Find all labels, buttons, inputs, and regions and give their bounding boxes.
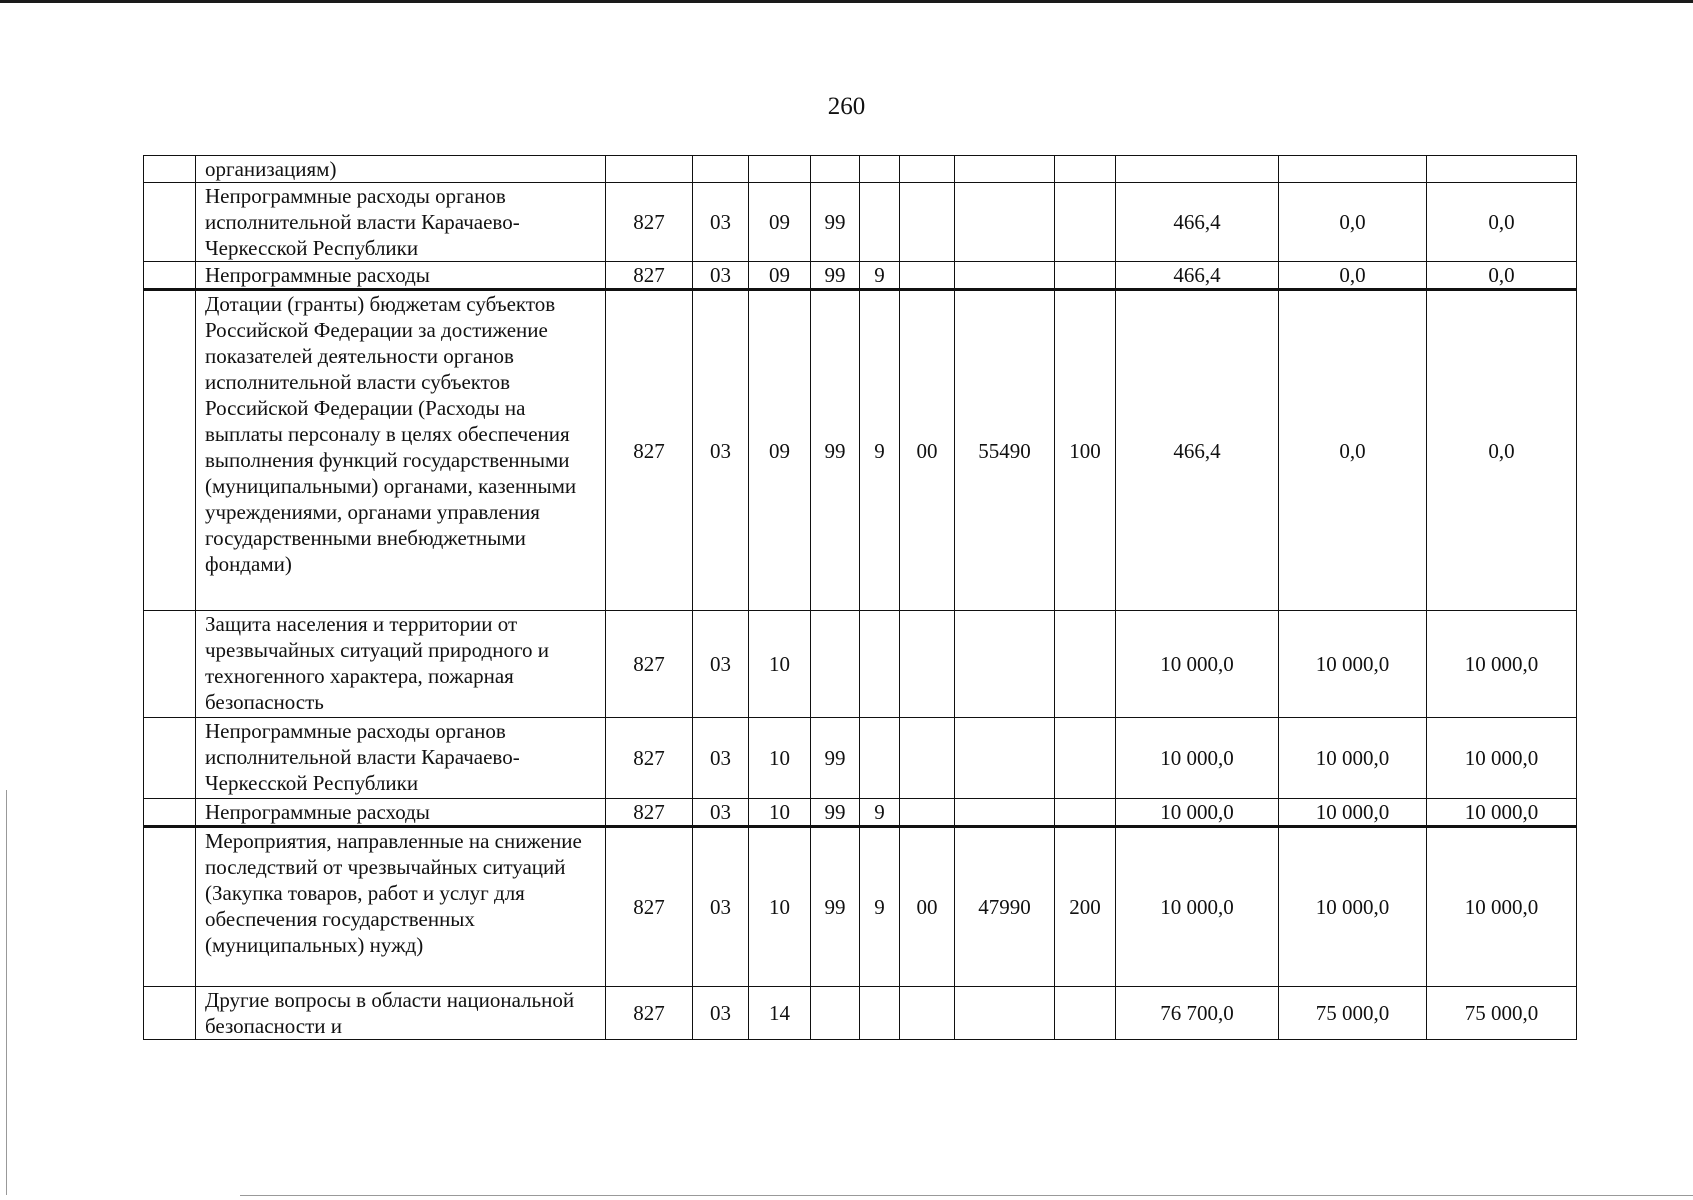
subprogram-code-cell: 9 — [860, 290, 900, 611]
section-code-cell: 03 — [693, 718, 749, 799]
scan-edge-bottom — [240, 1195, 1693, 1196]
subsection-code-cell — [749, 156, 811, 183]
subprogram-code-cell — [860, 987, 900, 1040]
row-name-cell: Непрограммные расходы органов исполнительной власти Карачаево-Черкесской Республики — [196, 183, 606, 262]
direction-code-cell — [900, 156, 955, 183]
subprogram-code-cell — [860, 611, 900, 718]
section-code-cell: 03 — [693, 262, 749, 290]
expense-code-cell — [955, 611, 1055, 718]
amount-year-1-cell: 10 000,0 — [1116, 799, 1279, 827]
section-code-cell — [693, 156, 749, 183]
row-index-cell — [144, 156, 196, 183]
row-index-cell — [144, 827, 196, 987]
expense-type-code-cell: 200 — [1055, 827, 1116, 987]
amount-year-1-cell: 10 000,0 — [1116, 611, 1279, 718]
expense-type-code-cell — [1055, 799, 1116, 827]
subprogram-code-cell — [860, 156, 900, 183]
program-code-cell — [811, 156, 860, 183]
section-code-cell: 03 — [693, 290, 749, 611]
expense-type-code-cell — [1055, 183, 1116, 262]
expense-type-code-cell — [1055, 987, 1116, 1040]
amount-year-3-cell: 10 000,0 — [1427, 718, 1577, 799]
subprogram-code-cell: 9 — [860, 827, 900, 987]
ved-code-cell — [606, 156, 693, 183]
subsection-code-cell: 09 — [749, 183, 811, 262]
amount-year-1-cell: 466,4 — [1116, 183, 1279, 262]
scan-edge-left — [6, 790, 7, 1195]
section-code-cell: 03 — [693, 611, 749, 718]
amount-year-3-cell: 10 000,0 — [1427, 827, 1577, 987]
table-row — [144, 827, 1577, 987]
subsection-code-cell: 14 — [749, 987, 811, 1040]
row-name-cell: Защита населения и территории от чрезвычайных ситуаций природного и техногенного характера, пожарная безопасность — [196, 611, 606, 718]
direction-code-cell — [900, 611, 955, 718]
amount-year-1-cell: 76 700,0 — [1116, 987, 1279, 1040]
amount-year-2-cell: 0,0 — [1279, 290, 1427, 611]
table-row — [144, 262, 1577, 290]
expense-code-cell — [955, 156, 1055, 183]
row-name-cell: организациям) — [196, 156, 606, 183]
amount-year-3-cell: 10 000,0 — [1427, 611, 1577, 718]
expense-code-cell — [955, 183, 1055, 262]
amount-year-3-cell: 75 000,0 — [1427, 987, 1577, 1040]
expense-code-cell — [955, 262, 1055, 290]
ved-code-cell: 827 — [606, 290, 693, 611]
section-code-cell: 03 — [693, 799, 749, 827]
amount-year-3-cell: 0,0 — [1427, 262, 1577, 290]
table-row — [144, 183, 1577, 262]
amount-year-3-cell — [1427, 156, 1577, 183]
page-number: 260 — [827, 93, 866, 120]
row-name-cell: Непрограммные расходы — [196, 262, 606, 290]
program-code-cell: 99 — [811, 183, 860, 262]
row-index-cell — [144, 262, 196, 290]
table-row — [144, 799, 1577, 827]
expense-code-cell: 55490 — [955, 290, 1055, 611]
amount-year-3-cell: 10 000,0 — [1427, 799, 1577, 827]
subsection-code-cell: 10 — [749, 611, 811, 718]
row-index-cell — [144, 183, 196, 262]
ved-code-cell: 827 — [606, 718, 693, 799]
table-row — [144, 290, 1577, 611]
expense-code-cell — [955, 799, 1055, 827]
amount-year-2-cell: 0,0 — [1279, 262, 1427, 290]
direction-code-cell: 00 — [900, 827, 955, 987]
ved-code-cell: 827 — [606, 611, 693, 718]
ved-code-cell: 827 — [606, 183, 693, 262]
subsection-code-cell: 10 — [749, 718, 811, 799]
direction-code-cell — [900, 718, 955, 799]
expense-code-cell: 47990 — [955, 827, 1055, 987]
amount-year-2-cell — [1279, 156, 1427, 183]
table-row — [144, 718, 1577, 799]
table-row — [144, 156, 1577, 183]
subsection-code-cell: 10 — [749, 827, 811, 987]
program-code-cell — [811, 611, 860, 718]
amount-year-1-cell — [1116, 156, 1279, 183]
amount-year-2-cell: 10 000,0 — [1279, 827, 1427, 987]
program-code-cell — [811, 987, 860, 1040]
direction-code-cell — [900, 262, 955, 290]
subprogram-code-cell — [860, 183, 900, 262]
direction-code-cell — [900, 183, 955, 262]
row-name-cell: Мероприятия, направленные на снижение последствий от чрезвычайных ситуаций (Закупка товаров, работ и услуг для обеспечения государственных (муниципальных) нужд) — [196, 827, 606, 987]
subsection-code-cell: 09 — [749, 290, 811, 611]
ved-code-cell: 827 — [606, 799, 693, 827]
amount-year-1-cell: 466,4 — [1116, 262, 1279, 290]
section-code-cell: 03 — [693, 183, 749, 262]
amount-year-3-cell: 0,0 — [1427, 183, 1577, 262]
expense-code-cell — [955, 987, 1055, 1040]
section-code-cell: 03 — [693, 827, 749, 987]
direction-code-cell: 00 — [900, 290, 955, 611]
amount-year-1-cell: 466,4 — [1116, 290, 1279, 611]
subsection-code-cell: 09 — [749, 262, 811, 290]
budget-table — [143, 155, 1577, 1040]
program-code-cell: 99 — [811, 718, 860, 799]
program-code-cell: 99 — [811, 799, 860, 827]
ved-code-cell: 827 — [606, 262, 693, 290]
amount-year-1-cell: 10 000,0 — [1116, 827, 1279, 987]
expense-type-code-cell — [1055, 262, 1116, 290]
program-code-cell: 99 — [811, 290, 860, 611]
expense-type-code-cell — [1055, 718, 1116, 799]
row-index-cell — [144, 987, 196, 1040]
direction-code-cell — [900, 987, 955, 1040]
expense-type-code-cell — [1055, 611, 1116, 718]
row-name-cell: Другие вопросы в области национальной безопасности и — [196, 987, 606, 1040]
row-index-cell — [144, 611, 196, 718]
section-code-cell: 03 — [693, 987, 749, 1040]
row-index-cell — [144, 290, 196, 611]
amount-year-2-cell: 10 000,0 — [1279, 718, 1427, 799]
row-index-cell — [144, 799, 196, 827]
expense-type-code-cell — [1055, 156, 1116, 183]
subsection-code-cell: 10 — [749, 799, 811, 827]
program-code-cell: 99 — [811, 827, 860, 987]
row-name-cell: Непрограммные расходы — [196, 799, 606, 827]
table-body — [144, 156, 1577, 1040]
row-index-cell — [144, 718, 196, 799]
program-code-cell: 99 — [811, 262, 860, 290]
table-row — [144, 987, 1577, 1040]
subprogram-code-cell — [860, 718, 900, 799]
amount-year-2-cell: 75 000,0 — [1279, 987, 1427, 1040]
table-row — [144, 611, 1577, 718]
row-name-cell: Дотации (гранты) бюджетам субъектов Российской Федерации за достижение показателей деятельности органов исполнительной власти субъектов Российской Федерации (Расходы на выплаты персоналу в целях обеспечения выполнения функций государственными (муниципальными) органами, казенными учреждениями, органами управления государственными внебюджетными фондами) — [196, 290, 606, 611]
amount-year-2-cell: 10 000,0 — [1279, 799, 1427, 827]
row-name-cell: Непрограммные расходы органов исполнительной власти Карачаево-Черкесской Республики — [196, 718, 606, 799]
top-rule — [0, 0, 1693, 3]
ved-code-cell: 827 — [606, 987, 693, 1040]
amount-year-2-cell: 10 000,0 — [1279, 611, 1427, 718]
amount-year-1-cell: 10 000,0 — [1116, 718, 1279, 799]
expense-code-cell — [955, 718, 1055, 799]
direction-code-cell — [900, 799, 955, 827]
expense-type-code-cell: 100 — [1055, 290, 1116, 611]
amount-year-3-cell: 0,0 — [1427, 290, 1577, 611]
subprogram-code-cell: 9 — [860, 799, 900, 827]
subprogram-code-cell: 9 — [860, 262, 900, 290]
amount-year-2-cell: 0,0 — [1279, 183, 1427, 262]
ved-code-cell: 827 — [606, 827, 693, 987]
